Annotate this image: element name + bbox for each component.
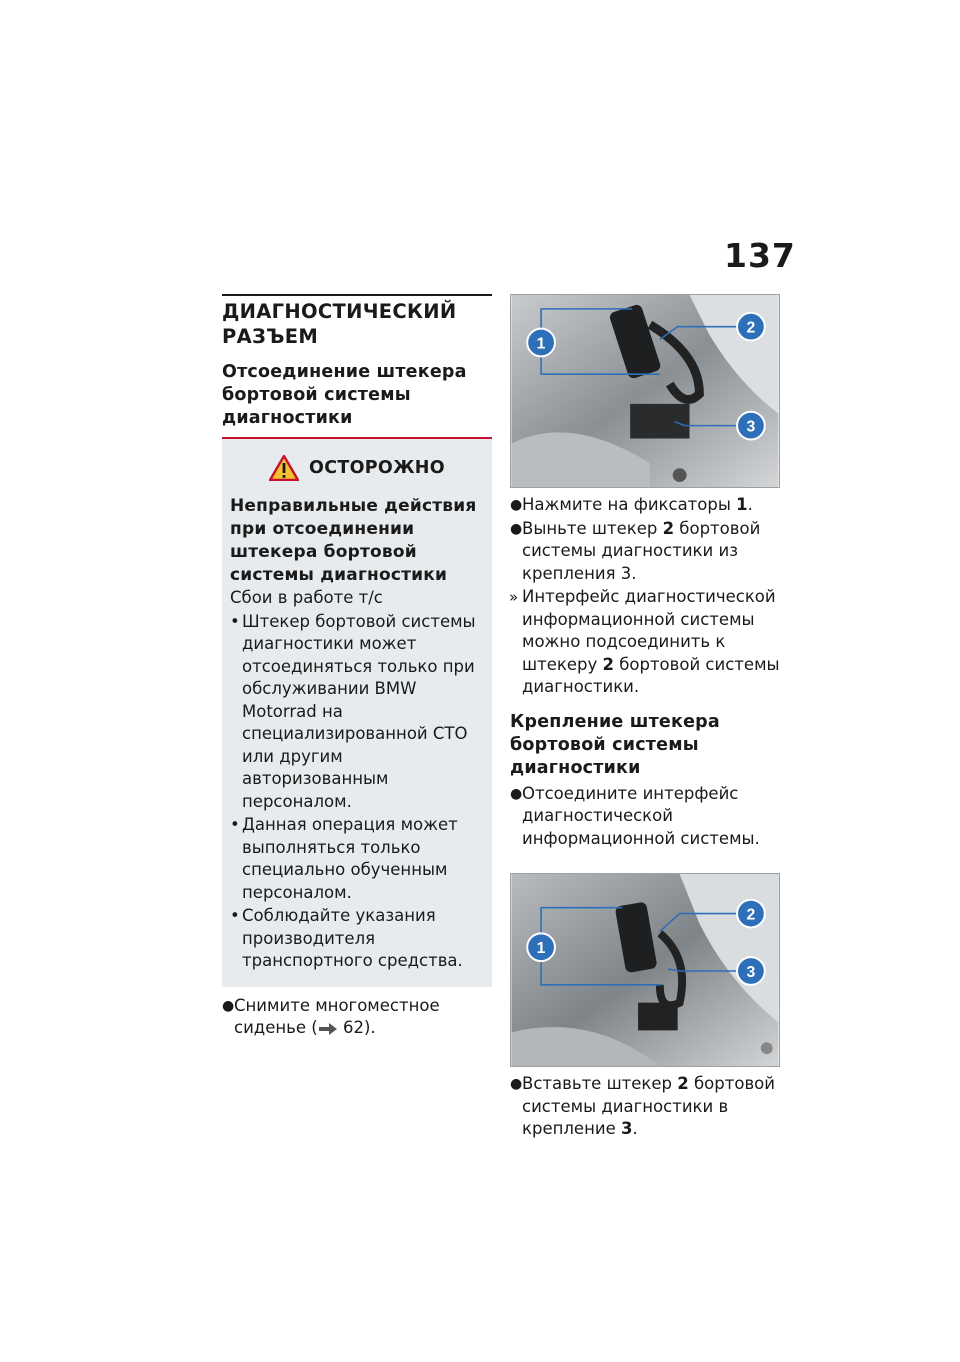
callout-2: 2 [746,319,756,337]
bullet-marker: ● [510,785,523,802]
step-press-latches: ● Нажмите на фиксаторы 1. [510,494,780,517]
callout-3: 3 [746,963,756,981]
warning-label: ОСТОРОЖНО [309,458,445,478]
callout-3: 3 [746,418,756,436]
bullet-marker: • [230,815,240,834]
section-title: ДИАГНОСТИЧЕСКИЙ РАЗЪЕМ [222,300,457,348]
warning-bullet: • Соблюдайте указания производителя транспортного средства. [230,906,463,970]
result-marker: » [509,588,519,606]
subsection-title-2: Крепление штекера бортовой системы диагностики [510,711,720,778]
warning-heading: Неправильные действия при отсоединении штекера бортовой системы диагностики [230,496,477,585]
bullet-marker: ● [222,997,235,1014]
warning-consequence: Сбои в работе т/с [230,588,383,607]
result-interface: » Интерфейс диагностической информационной системы можно подсоединить к штекеру 2 бортовой системы диагностики. [509,587,780,696]
step-remove-connector: ● Выньте штекер 2 бортовой системы диагностики из крепления 3. [510,518,761,583]
callout-1: 1 [536,335,546,353]
subsection-title: Отсоединение штекера бортовой системы диагностики [222,362,467,428]
warning-bullet: • Штекер бортовой системы диагностики может отсоединяться только при обслуживании BMW Motorrad на специализированной СТО или другим авторизованным персоналом. [230,611,476,811]
step-remove-seat: ● Снимите многоместное сиденье ( 62). [222,995,440,1037]
warning-triangle-icon [269,455,299,481]
warning-box [222,439,492,987]
warning-bullet: • Данная операция может выполняться только специально обученным персоналом. [230,815,458,902]
right-column [510,294,780,1141]
page-number: 137 [724,236,796,275]
bullet-marker: • [230,906,240,925]
left-column [222,294,492,1040]
bullet-marker: ● [510,1076,523,1092]
step-disconnect-interface: ● Отсоедините интерфейс диагностической информационной системы. [510,783,760,848]
page-ref-arrow-icon [318,1023,338,1035]
figure-connector-removed [510,294,780,488]
bullet-marker: • [230,611,240,631]
callout-2: 2 [746,906,756,924]
page-ref-link[interactable]: 62 [342,1018,364,1037]
section-rule [222,294,492,296]
bullet-marker: ● [510,497,523,513]
figure-connector-mounted [510,873,780,1067]
callout-1: 1 [536,940,546,958]
step-insert-connector: ● Вставьте штекер 2 бортовой системы диагностики в крепление 3. [510,1074,776,1138]
warning-header [230,455,484,481]
bullet-marker: ● [510,520,523,537]
